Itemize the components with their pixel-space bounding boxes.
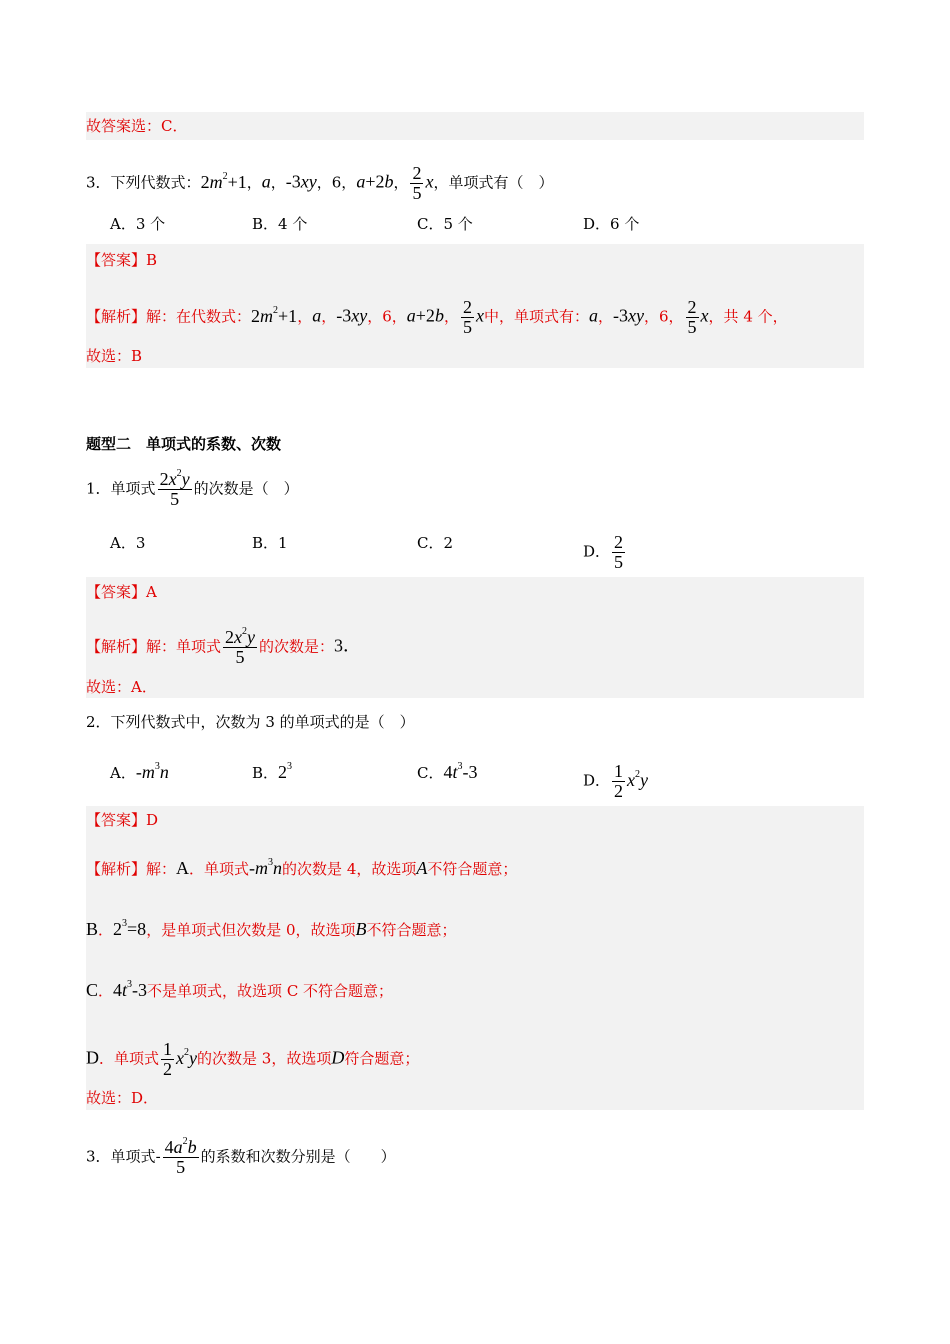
q3a-conclusion: 故选：B	[86, 347, 143, 365]
section-title: 题型二 单项式的系数、次数	[86, 435, 282, 453]
q1-option-a[interactable]: A．3	[110, 534, 146, 552]
expr-1: $2m^2+1$	[200, 170, 247, 192]
q2-analysis-b: B．$2^3=8$，是单项式但次数是 0，故选项B不符合题意；	[86, 918, 457, 939]
q1-option-c[interactable]: C．2	[417, 534, 454, 552]
question-number: 3．	[86, 173, 111, 192]
q3a-answer: 【答案】B	[86, 251, 158, 269]
q3a-option-a[interactable]: A．3 个	[110, 215, 166, 233]
q2-stem: 2．下列代数式中，次数为 3 的单项式的是（ ）	[86, 713, 415, 731]
q3a-option-c[interactable]: C．5 个	[417, 215, 473, 233]
fraction: $\frac{2x^2y}{5}$	[159, 468, 190, 509]
question-number: 3．	[86, 1147, 111, 1166]
q1-option-d[interactable]: D． $\frac{2}{5}$	[583, 532, 624, 572]
q2-option-b[interactable]: B．$2^3$	[252, 761, 293, 782]
q2-analysis-a: 【解析】解：A．单项式$-m^3n$的次数是 4，故选项A不符合题意；	[86, 857, 518, 878]
q1-stem: 1．单项式 $\frac{2x^2y}{5}$ 的次数是（ ）	[86, 468, 299, 509]
q1-analysis: 【解析】解：单项式 $\frac{2x^2y}{5}$ 的次数是：3．	[86, 626, 362, 667]
q2-option-c[interactable]: C．$4t^3-3$	[417, 761, 478, 782]
fraction: $\frac{2}{5}$	[412, 163, 422, 203]
q1-option-b[interactable]: B．1	[252, 534, 288, 552]
q2-option-d[interactable]: D． $\frac{1}{2}$ $x^2y$	[583, 761, 649, 801]
q2-conclusion: 故选：D．	[86, 1089, 159, 1107]
q3a-analysis: 【解析】解：在代数式：$2m^2+1$，a，-3xy，6，a+2b， $\frac{2}{5}$ x中，单项式有：a，-3xy，6， $\frac{2}{5}$ x，共 4 个，	[86, 297, 788, 337]
q3b-stem: 3．单项式- $\frac{4a^2b}{5}$ 的系数和次数分别是（ ）	[86, 1136, 396, 1177]
q3a-stem: 3．下列代数式：$2m^2+1$，a，-3xy，6，a+2b， $\frac{2}{5}$ x，单项式有（ ）	[86, 163, 554, 203]
q2-option-a[interactable]: A．$-m^3n$	[110, 761, 169, 782]
expr-2: a	[261, 171, 271, 192]
q3a-option-b[interactable]: B．4 个	[252, 215, 308, 233]
question-number: 2．	[86, 713, 111, 731]
expr-4: 6	[331, 173, 342, 192]
prev-answer-band	[86, 112, 864, 140]
q1-conclusion: 故选：A．	[86, 678, 157, 696]
q2-analysis-c: C．$4t^3-3$不是单项式，故选项 C 不符合题意；	[86, 979, 394, 1000]
q2-analysis-d: D．单项式 $\frac{1}{2}$ $x^2y$的次数是 3，故选项D符合题意；	[86, 1039, 420, 1079]
question-number: 1．	[86, 479, 111, 498]
expr-3: -3xy	[285, 171, 317, 192]
expr-5: a+2b	[356, 171, 394, 192]
q1-answer: 【答案】A	[86, 583, 157, 601]
prev-conclusion: 故答案选：C．	[86, 117, 188, 135]
fraction: $\frac{4a^2b}{5}$	[164, 1136, 197, 1177]
q3a-option-d[interactable]: D．6 个	[583, 215, 640, 233]
q2-answer: 【答案】D	[86, 811, 159, 829]
